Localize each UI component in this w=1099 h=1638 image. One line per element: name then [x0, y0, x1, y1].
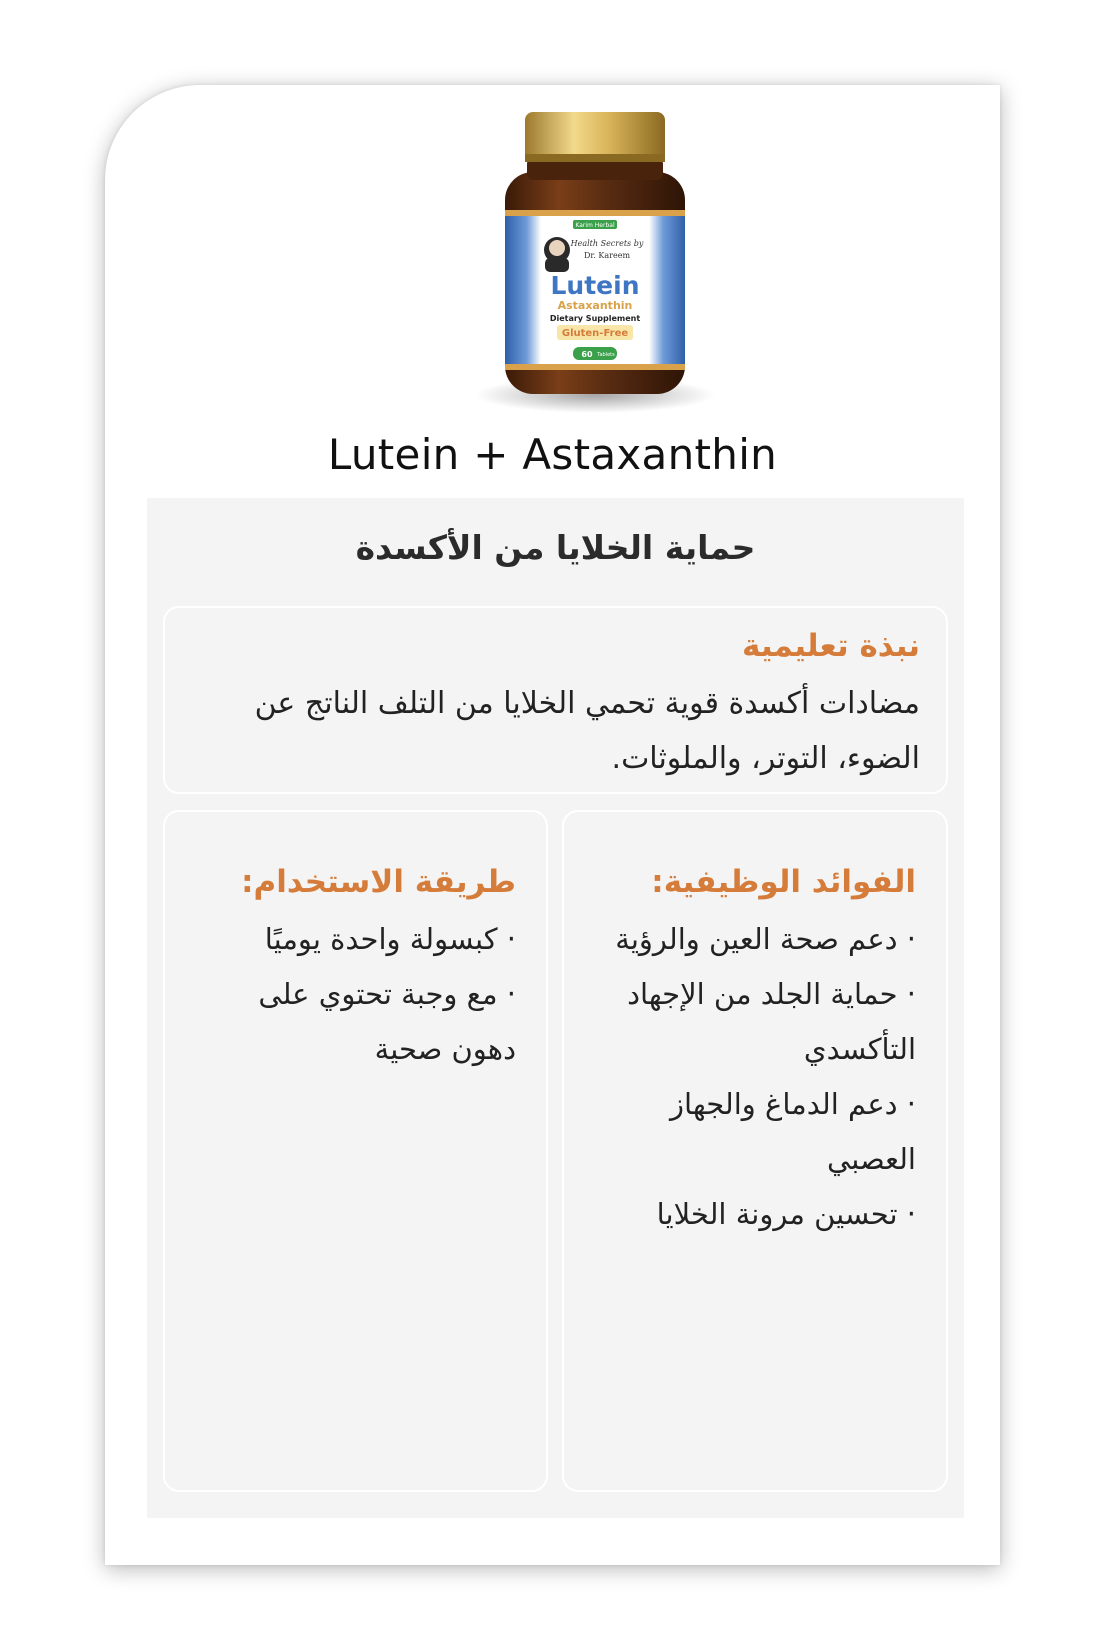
about-text: مضادات أكسدة قوية تحمي الخلايا من التلف الناتج عن الضوء، التوتر، والملوثات. [254, 686, 920, 776]
benefits-heading: الفوائد الوظيفية: [651, 864, 916, 900]
benefits-list [584, 912, 916, 1242]
label-count-unit: Tablets [597, 352, 615, 358]
label-count-number: 60 [581, 350, 593, 359]
list-item: · مع وجبة تحتوي على دهون صحية [258, 977, 516, 1066]
label-badge: Gluten-Free [561, 328, 629, 339]
label-sub-name: Astaxanthin [557, 299, 633, 312]
usage-heading: طريقة الاستخدام: [241, 864, 516, 900]
list-item: · حماية الجلد من الإجهاد التأكسدي [627, 977, 916, 1066]
label-product-name: Lutein [550, 271, 640, 300]
list-item: · دعم الدماغ والجهاز العصبي [669, 1087, 916, 1176]
label-top-badge: Karim Herbal [575, 222, 615, 229]
benefits-box [562, 810, 948, 1492]
label-brand-name: Dr. Kareem [583, 251, 631, 260]
product-title: Lutein + Astaxanthin [327, 430, 778, 479]
usage-list [185, 912, 516, 1077]
info-panel [147, 498, 964, 1518]
list-item: · كبسولة واحدة يوميًا [264, 922, 516, 956]
list-item: · تحسين مرونة الخلايا [656, 1197, 916, 1231]
product-image [465, 110, 725, 420]
label-brand-line: Health Secrets by [570, 239, 644, 248]
usage-box [163, 810, 548, 1492]
about-box [163, 606, 948, 794]
page-subtitle: حماية الخلايا من الأكسدة [355, 528, 756, 567]
label-type: Dietary Supplement [549, 314, 641, 323]
list-item: · دعم صحة العين والرؤية [615, 922, 916, 956]
about-heading: نبذة تعليمية [742, 628, 920, 664]
product-card [105, 85, 1000, 1565]
